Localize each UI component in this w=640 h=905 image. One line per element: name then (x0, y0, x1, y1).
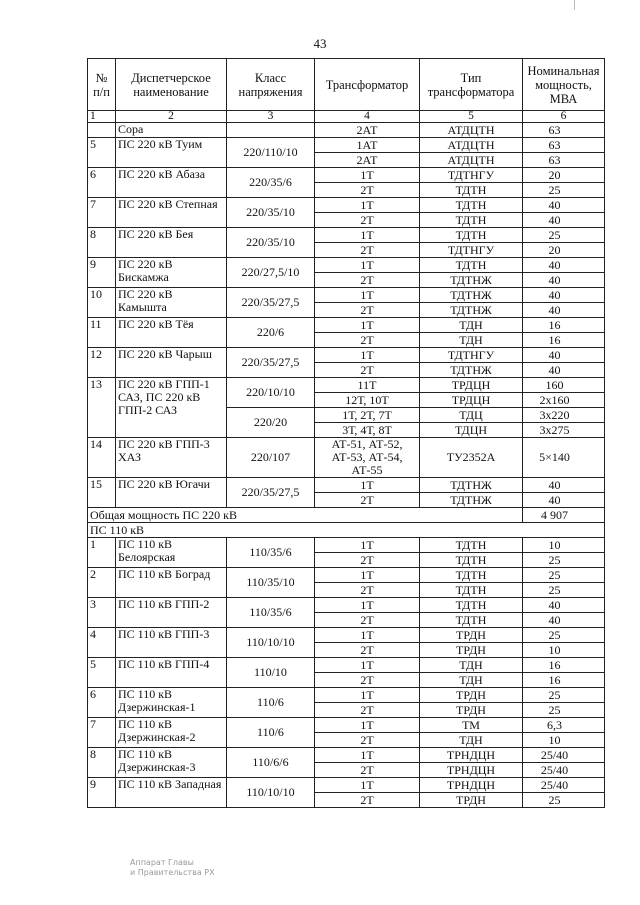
substation-name-cell: ПС 220 кВ ГПП-1 САЗ, ПС 220 кВ ГПП-2 САЗ (116, 378, 227, 438)
transformer-cell: 1Т (315, 198, 420, 213)
transformer-type-cell: ТРДН (420, 793, 523, 808)
transformer-type-cell: АТДЦТН (420, 123, 523, 138)
transformer-cell: 2Т (315, 763, 420, 778)
transformer-cell: 2Т (315, 303, 420, 318)
table-row (88, 478, 605, 493)
rated-power-cell: 10 (523, 643, 605, 658)
transformer-type-cell: ТРНДЦН (420, 748, 523, 763)
rated-power-cell: 63 (523, 153, 605, 168)
transformer-type-cell: ТДТН (420, 583, 523, 598)
transformer-cell: 1Т (315, 318, 420, 333)
row-number-cell: 12 (88, 348, 116, 378)
transformer-cell: 1Т (315, 628, 420, 643)
transformer-type-cell: ТДТН (420, 183, 523, 198)
transformer-cell: 2Т (315, 333, 420, 348)
transformer-cell: 2Т (315, 643, 420, 658)
substation-name-cell: ПС 220 кВ Камышта (116, 288, 227, 318)
section-label-cell: ПС 110 кВ (88, 523, 605, 538)
transformer-type-cell: ТДН (420, 658, 523, 673)
transformer-type-cell: ТРДН (420, 628, 523, 643)
substation-name-cell: ПС 220 кВ Югачи (116, 478, 227, 508)
rated-power-cell: 40 (523, 363, 605, 378)
rated-power-cell: 25 (523, 688, 605, 703)
table-row (88, 658, 605, 673)
rated-power-cell: 63 (523, 123, 605, 138)
transformer-type-cell: ТРДН (420, 688, 523, 703)
table-row (88, 138, 605, 153)
transformer-type-cell: ТРДЦН (420, 378, 523, 393)
page-number: 43 (313, 36, 327, 51)
transformer-cell: 2Т (315, 273, 420, 288)
voltage-class-cell: 220/35/27,5 (227, 478, 315, 508)
table-row (88, 718, 605, 733)
transformer-cell: 2Т (315, 613, 420, 628)
header-cell: № п/п (88, 59, 116, 111)
substation-name-cell: ПС 110 кВ ГПП-4 (116, 658, 227, 688)
transformer-type-cell: ТДТН (420, 538, 523, 553)
rated-power-cell: 10 (523, 733, 605, 748)
voltage-class-cell: 220/6 (227, 318, 315, 348)
transformer-type-cell: ТДТНЖ (420, 288, 523, 303)
rated-power-cell: 25/40 (523, 748, 605, 763)
transformer-cell: 1Т (315, 658, 420, 673)
substation-name-cell: ПС 220 кВ Абаза (116, 168, 227, 198)
voltage-class-cell: 220/35/27,5 (227, 348, 315, 378)
transformer-cell: 1Т (315, 568, 420, 583)
rated-power-cell: 25 (523, 628, 605, 643)
voltage-class-cell: 110/6 (227, 718, 315, 748)
substation-name-cell: ПС 110 кВ ГПП-3 (116, 628, 227, 658)
table-row (88, 778, 605, 793)
rated-power-cell: 40 (523, 493, 605, 508)
row-number-cell: 7 (88, 718, 116, 748)
rated-power-cell: 10 (523, 538, 605, 553)
row-number-cell: 1 (88, 538, 116, 568)
row-number-cell: 5 (88, 658, 116, 688)
header-cell: Диспетчерское наименование (116, 59, 227, 111)
substation-name-cell: ПС 220 кВ Тёя (116, 318, 227, 348)
rated-power-cell: 5×140 (523, 438, 605, 478)
row-number-cell: 8 (88, 228, 116, 258)
transformer-cell: 11Т (315, 378, 420, 393)
substation-name-cell: ПС 220 кВ Бея (116, 228, 227, 258)
table-row (88, 258, 605, 273)
rated-power-cell: 40 (523, 198, 605, 213)
voltage-class-cell: 220/107 (227, 438, 315, 478)
transformer-cell: 2Т (315, 213, 420, 228)
rated-power-cell: 16 (523, 318, 605, 333)
row-number-cell: 5 (88, 138, 116, 168)
index-row (88, 111, 605, 123)
substation-name-cell: ПС 110 кВ Дзержинская-2 (116, 718, 227, 748)
header-cell: Номинальная мощность, МВА (523, 59, 605, 111)
transformer-type-cell: ТДТНЖ (420, 363, 523, 378)
voltage-class-cell: 220/110/10 (227, 138, 315, 168)
rated-power-cell: 25 (523, 703, 605, 718)
transformer-cell: 2Т (315, 183, 420, 198)
transformer-cell: 2Т (315, 793, 420, 808)
rated-power-cell: 3x275 (523, 423, 605, 438)
transformer-type-cell: ТДТНЖ (420, 478, 523, 493)
index-cell: 3 (227, 111, 315, 123)
index-cell: 4 (315, 111, 420, 123)
row-number-cell: 8 (88, 748, 116, 778)
transformer-cell: 2Т (315, 703, 420, 718)
transformer-type-cell: ТДН (420, 673, 523, 688)
transformer-cell: 1Т (315, 598, 420, 613)
transformer-cell: 1Т (315, 348, 420, 363)
voltage-class-cell: 110/6 (227, 688, 315, 718)
rated-power-cell: 3x220 (523, 408, 605, 423)
rated-power-cell: 40 (523, 258, 605, 273)
rated-power-cell: 25 (523, 793, 605, 808)
transformer-cell: 1Т (315, 168, 420, 183)
transformer-cell: 2Т (315, 733, 420, 748)
table-row (88, 123, 605, 138)
transformer-type-cell: ТРДЦН (420, 393, 523, 408)
rated-power-cell: 25 (523, 228, 605, 243)
transformer-cell: 3Т, 4Т, 8Т (315, 423, 420, 438)
rated-power-cell: 40 (523, 478, 605, 493)
rated-power-cell: 63 (523, 138, 605, 153)
footnote-line: и Правительства РХ (130, 868, 215, 877)
footnote-stamp (130, 858, 215, 878)
row-number-cell: 6 (88, 168, 116, 198)
transformer-table (87, 58, 605, 808)
transformer-cell: 2АТ (315, 153, 420, 168)
substation-name-cell: ПС 110 кВ Белоярская (116, 538, 227, 568)
transformer-type-cell: ТДТН (420, 198, 523, 213)
transformer-cell: 2Т (315, 553, 420, 568)
transformer-type-cell: ТДН (420, 333, 523, 348)
substation-name-cell: ПС 110 кВ Дзержинская-1 (116, 688, 227, 718)
row-number-cell: 7 (88, 198, 116, 228)
transformer-type-cell: ТДТНЖ (420, 273, 523, 288)
row-number-cell: 9 (88, 778, 116, 808)
transformer-cell: 1Т (315, 288, 420, 303)
transformer-cell: 1Т (315, 748, 420, 763)
substation-name-cell: ПС 110 кВ Дзержинская-3 (116, 748, 227, 778)
voltage-class-cell: 220/20 (227, 408, 315, 438)
voltage-class-cell: 110/10/10 (227, 628, 315, 658)
transformer-cell: 2Т (315, 493, 420, 508)
total-row (88, 508, 605, 523)
transformer-type-cell: АТДЦТН (420, 138, 523, 153)
rated-power-cell: 16 (523, 658, 605, 673)
table-row (88, 598, 605, 613)
header-row (88, 59, 605, 111)
transformer-type-cell: ТМ (420, 718, 523, 733)
transformer-type-cell: ТДТНЖ (420, 303, 523, 318)
transformer-type-cell: ТДТН (420, 568, 523, 583)
transformer-type-cell: ТРДН (420, 703, 523, 718)
substation-name-cell: ПС 220 кВ ГПП-3 ХАЗ (116, 438, 227, 478)
transformer-cell: 1Т (315, 538, 420, 553)
table-row (88, 228, 605, 243)
row-number-cell: 3 (88, 598, 116, 628)
voltage-class-cell: 220/35/6 (227, 168, 315, 198)
transformer-cell: 2Т (315, 243, 420, 258)
rated-power-cell: 160 (523, 378, 605, 393)
rated-power-cell: 2x160 (523, 393, 605, 408)
transformer-type-cell: ТДТН (420, 613, 523, 628)
row-number-cell: 2 (88, 568, 116, 598)
footnote-line: Аппарат Главы (130, 858, 194, 867)
rated-power-cell: 25/40 (523, 763, 605, 778)
row-number-cell: 13 (88, 378, 116, 438)
rated-power-cell: 25 (523, 183, 605, 198)
voltage-class-cell: 110/35/6 (227, 598, 315, 628)
voltage-class-cell: 220/27,5/10 (227, 258, 315, 288)
row-number-cell: 15 (88, 478, 116, 508)
transformer-type-cell: АТДЦТН (420, 153, 523, 168)
voltage-class-cell: 110/35/10 (227, 568, 315, 598)
section-row (88, 523, 605, 538)
row-number-cell: 6 (88, 688, 116, 718)
transformer-cell: 1Т (315, 258, 420, 273)
voltage-class-cell: 110/35/6 (227, 538, 315, 568)
transformer-cell: 1Т (315, 718, 420, 733)
rated-power-cell: 25 (523, 583, 605, 598)
rated-power-cell: 16 (523, 333, 605, 348)
header-cell: Класс напряжения (227, 59, 315, 111)
table-row (88, 748, 605, 763)
table-row (88, 198, 605, 213)
transformer-cell: 1Т (315, 228, 420, 243)
substation-name-cell: ПС 110 кВ Боград (116, 568, 227, 598)
transformer-type-cell: ТРДН (420, 643, 523, 658)
transformer-type-cell: ТДТНГУ (420, 348, 523, 363)
rated-power-cell: 40 (523, 613, 605, 628)
rated-power-cell: 25/40 (523, 778, 605, 793)
transformer-type-cell: ТДТН (420, 598, 523, 613)
total-value-cell: 4 907 (523, 508, 605, 523)
transformer-type-cell: ТДТН (420, 228, 523, 243)
voltage-class-cell: 220/35/10 (227, 198, 315, 228)
transformer-type-cell: ТДТНГУ (420, 243, 523, 258)
transformer-type-cell: ТДТН (420, 258, 523, 273)
index-cell: 1 (88, 111, 116, 123)
index-cell: 6 (523, 111, 605, 123)
row-number-cell: 4 (88, 628, 116, 658)
substation-name-cell: ПС 220 кВ Туим (116, 138, 227, 168)
table-row (88, 538, 605, 553)
transformer-cell: 1Т (315, 778, 420, 793)
table-row (88, 168, 605, 183)
rated-power-cell: 40 (523, 348, 605, 363)
transformer-cell: 1Т (315, 478, 420, 493)
transformer-cell: 2Т (315, 363, 420, 378)
transformer-type-cell: ТУ2352А (420, 438, 523, 478)
rated-power-cell: 40 (523, 598, 605, 613)
table-row (88, 288, 605, 303)
transformer-cell: 2АТ (315, 123, 420, 138)
voltage-class-cell: 110/10/10 (227, 778, 315, 808)
transformer-cell: АТ-51, АТ-52, АТ-53, АТ-54, АТ-55 (315, 438, 420, 478)
total-label-cell: Общая мощность ПС 220 кВ (88, 508, 523, 523)
row-number-cell: 14 (88, 438, 116, 478)
rated-power-cell: 40 (523, 288, 605, 303)
row-number-cell: 11 (88, 318, 116, 348)
table-row (88, 318, 605, 333)
transformer-type-cell: ТДТНЖ (420, 493, 523, 508)
rated-power-cell: 16 (523, 673, 605, 688)
transformer-table-container (87, 58, 604, 808)
transformer-type-cell: ТРНДЦН (420, 778, 523, 793)
rated-power-cell: 6,3 (523, 718, 605, 733)
table-row (88, 568, 605, 583)
table-row (88, 348, 605, 363)
row-number-cell (88, 123, 116, 138)
transformer-type-cell: ТДН (420, 733, 523, 748)
table-row (88, 628, 605, 643)
voltage-class-cell: 110/6/6 (227, 748, 315, 778)
voltage-class-cell: 220/10/10 (227, 378, 315, 408)
rated-power-cell: 25 (523, 568, 605, 583)
substation-name-cell: ПС 220 кВ Степная (116, 198, 227, 228)
table-body (88, 111, 605, 808)
substation-name-cell: Сора (116, 123, 227, 138)
table-row (88, 378, 605, 393)
rated-power-cell: 20 (523, 168, 605, 183)
voltage-class-cell: 220/35/27,5 (227, 288, 315, 318)
rated-power-cell: 40 (523, 303, 605, 318)
transformer-type-cell: ТДТНГУ (420, 168, 523, 183)
page-edge-mark (574, 0, 575, 10)
transformer-cell: 2Т (315, 673, 420, 688)
transformer-type-cell: ТДТН (420, 213, 523, 228)
table-row (88, 688, 605, 703)
voltage-class-cell: 220/35/10 (227, 228, 315, 258)
voltage-class-cell: 110/10 (227, 658, 315, 688)
rated-power-cell: 40 (523, 213, 605, 228)
rated-power-cell: 25 (523, 553, 605, 568)
transformer-cell: 1Т, 2Т, 7Т (315, 408, 420, 423)
transformer-cell: 2Т (315, 583, 420, 598)
header-cell: Трансформатор (315, 59, 420, 111)
substation-name-cell: ПС 110 кВ Западная (116, 778, 227, 808)
transformer-type-cell: ТДЦ (420, 408, 523, 423)
transformer-type-cell: ТДТН (420, 553, 523, 568)
index-cell: 5 (420, 111, 523, 123)
table-row (88, 438, 605, 478)
transformer-type-cell: ТДН (420, 318, 523, 333)
voltage-class-cell (227, 123, 315, 138)
rated-power-cell: 20 (523, 243, 605, 258)
header-cell: Тип трансформатора (420, 59, 523, 111)
substation-name-cell: ПС 110 кВ ГПП-2 (116, 598, 227, 628)
transformer-cell: 1АТ (315, 138, 420, 153)
transformer-type-cell: ТРНДЦН (420, 763, 523, 778)
row-number-cell: 9 (88, 258, 116, 288)
substation-name-cell: ПС 220 кВ Бискамжа (116, 258, 227, 288)
transformer-type-cell: ТДЦН (420, 423, 523, 438)
index-cell: 2 (116, 111, 227, 123)
row-number-cell: 10 (88, 288, 116, 318)
transformer-cell: 12Т, 10Т (315, 393, 420, 408)
substation-name-cell: ПС 220 кВ Чарыш (116, 348, 227, 378)
rated-power-cell: 40 (523, 273, 605, 288)
transformer-cell: 1Т (315, 688, 420, 703)
